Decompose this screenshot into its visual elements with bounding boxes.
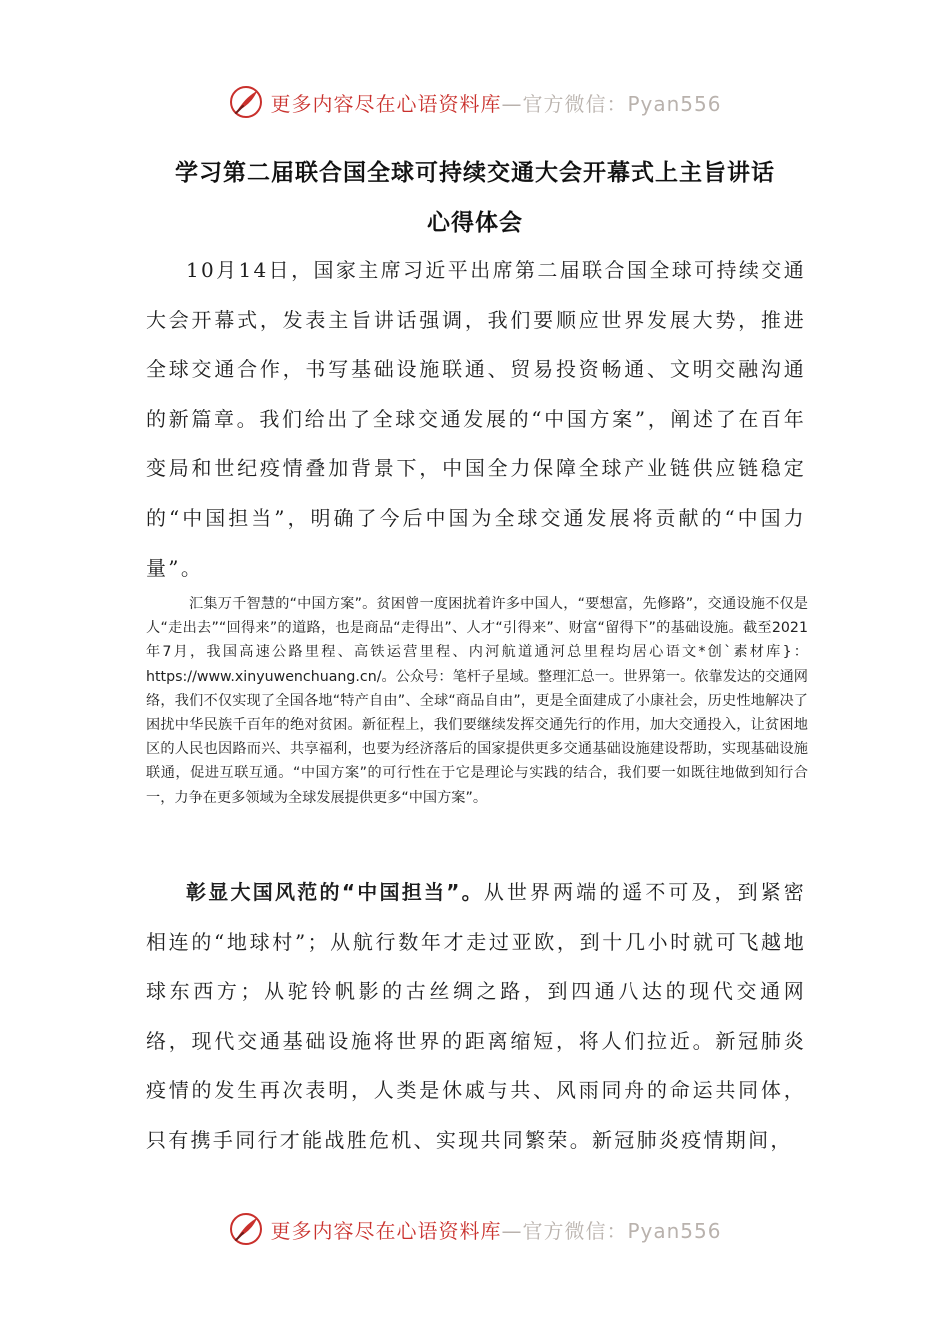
document-title-line1: 学习第二届联合国全球可持续交通大会开幕式上主旨讲话 [175, 160, 775, 186]
paragraph-body: 从世界两端的遥不可及，到紧密相连的“地球村”；从航行数年才走过亚欧，到十几小时就可飞越地球东西方；从驼铃帆影的古丝绸之路，到四通八达的现代交通网络，现代交通基础设施将世界的距离缩短，将人们拉近。新冠肺炎疫情的发生再次表明，人类是休戚与共、风雨同舟的命运共同体，只有携手同行才能战胜危机、实现共同繁荣。新冠肺炎疫情期间， [146, 880, 806, 1152]
header-site-name: 更多内容尽在心语资料库 [270, 91, 502, 116]
footer-wechat: —官方微信：Pyan556 [501, 1218, 722, 1243]
header-wechat: —官方微信：Pyan556 [501, 91, 722, 116]
paragraph-intro: 10月14日，国家主席习近平出席第二届联合国全球可持续交通大会开幕式，发表主旨讲话强调，我们要顺应世界发展大势，推进全球交通合作，书写基础设施联通、贸易投资畅通、文明交融沟通的新篇章。我们给出了全球交通发展的“中国方案”，阐述了在百年变局和世纪疫情叠加背景下，中国全力保障全球产业链供应链稳定的“中国担当”，明确了今后中国为全球交通发展将贡献的“中国力量”。 [146, 258, 806, 580]
quill-pen-icon [228, 1211, 264, 1247]
paragraph-china-responsibility [146, 868, 806, 1166]
footer-site-name: 更多内容尽在心语资料库 [270, 1218, 502, 1243]
header-banner [0, 80, 950, 124]
paragraph-china-plan: 汇集万千智慧的“中国方案”。贫困曾一度困扰着许多中国人，“要想富，先修路”，交通设施不仅是人“走出去”“回得来”的道路，也是商品“走得出”、人才“引得来”、财富“留得下”的基础设施。截至2021年7月，我国高速公路里程、高铁运营里程、内河航道通河总里程均居心语文*创`素材库}：https://www.xinyuwenchuang.cn/。公众号：笔杆子星域。整理汇总一。世界第一。依靠发达的交通网络，我们不仅实现了全国各地“特产自由”、全球“商品自由”，更是全面建成了小康社会，历史性地解决了困扰中华民族千百年的绝对贫困。新征程上，我们要继续发挥交通先行的作用，加大交通投入，让贫困地区的人民也因路而兴、共享福利，也要为经济落后的国家提供更多交通基础设施建设帮助，实现基础设施联通，促进互联互通。“中国方案”的可行性在于它是理论与实践的结合，我们要一如既往地做到知行合一，力争在更多领域为全球发展提供更多“中国方案”。 [146, 596, 808, 806]
footer-banner [0, 1207, 950, 1251]
document-title-line2: 心得体会 [427, 210, 523, 236]
quill-pen-icon [228, 84, 264, 120]
paragraph-lead-bold: 彰显大国风范的“中国担当”。 [186, 880, 484, 904]
